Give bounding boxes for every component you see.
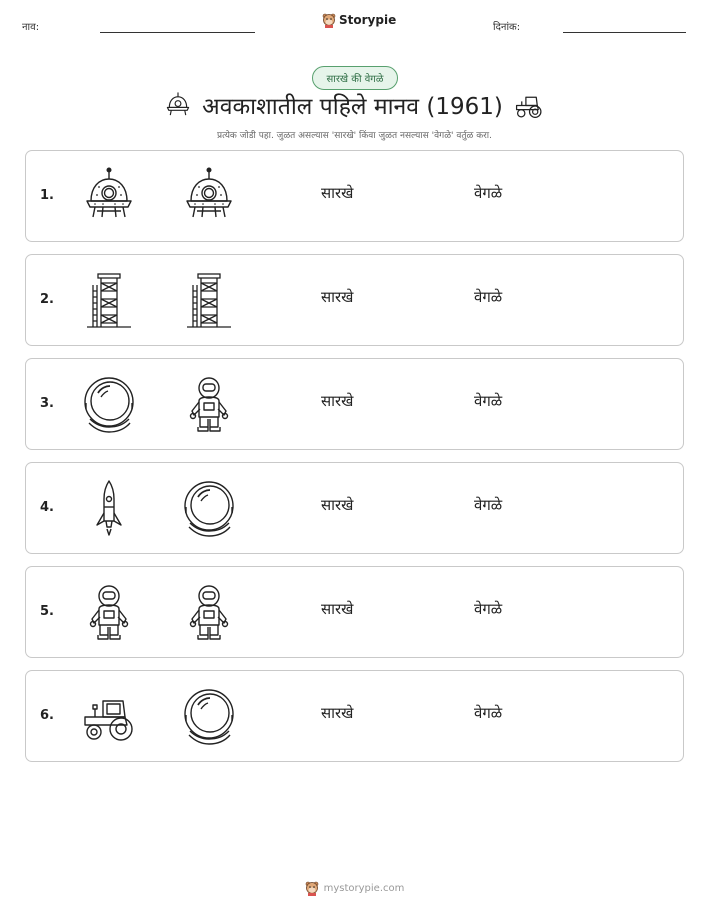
same-option[interactable]: सारखे xyxy=(321,704,354,722)
mascot-icon xyxy=(305,880,319,896)
left-picture xyxy=(81,375,137,433)
activity-badge: सारखे की वेगळे xyxy=(312,66,398,90)
title-tractor-icon xyxy=(513,90,545,120)
same-option[interactable]: सारखे xyxy=(321,496,354,514)
question-row-4 xyxy=(25,462,684,554)
same-option[interactable]: सारखे xyxy=(321,288,354,306)
capsule-icon xyxy=(81,167,137,225)
different-option[interactable]: वेगळे xyxy=(474,392,503,410)
right-picture xyxy=(181,375,237,433)
title-capsule-icon xyxy=(164,91,192,119)
name-blank[interactable] xyxy=(100,32,255,33)
left-picture xyxy=(81,479,137,537)
launch-tower-icon xyxy=(181,271,237,329)
question-number: 1. xyxy=(40,188,54,203)
brand-logo xyxy=(322,12,396,28)
different-option[interactable]: वेगळे xyxy=(474,184,503,202)
question-number: 6. xyxy=(40,708,54,723)
mascot-icon xyxy=(322,12,336,28)
same-option[interactable]: सारखे xyxy=(321,600,354,618)
launch-tower-icon xyxy=(81,271,137,329)
question-number: 2. xyxy=(40,292,54,307)
brand-name: Storypie xyxy=(339,13,397,27)
right-picture xyxy=(181,687,237,745)
rocket-icon xyxy=(81,479,137,537)
question-row-2 xyxy=(25,254,684,346)
different-option[interactable]: वेगळे xyxy=(474,600,503,618)
name-label: नाव: xyxy=(22,22,40,33)
left-picture xyxy=(81,687,137,745)
date-blank[interactable] xyxy=(563,32,686,33)
left-picture xyxy=(81,167,137,225)
instructions: प्रत्येक जोडी पहा. जुळत असल्यास 'सारखे' किंवा जुळत नसल्यास 'वेगळे' वर्तुळ करा. xyxy=(216,131,492,141)
question-row-3 xyxy=(25,358,684,450)
different-option[interactable]: वेगळे xyxy=(474,704,503,722)
footer-url[interactable]: mystorypie.com xyxy=(323,882,405,894)
astronaut-icon xyxy=(181,375,237,433)
helmet-icon xyxy=(81,375,137,433)
different-option[interactable]: वेगळे xyxy=(474,496,503,514)
same-option[interactable]: सारखे xyxy=(321,392,354,410)
different-option[interactable]: वेगळे xyxy=(474,288,503,306)
right-picture xyxy=(181,271,237,329)
same-option[interactable]: सारखे xyxy=(321,184,354,202)
right-picture xyxy=(181,479,237,537)
astronaut-icon xyxy=(81,583,137,641)
brand-mascot-icon xyxy=(322,12,336,28)
tractor-icon xyxy=(81,687,137,745)
question-number: 3. xyxy=(40,396,54,411)
question-row-1 xyxy=(25,150,684,242)
right-picture xyxy=(181,583,237,641)
left-picture xyxy=(81,583,137,641)
helmet-icon xyxy=(181,687,237,745)
capsule-icon xyxy=(181,167,237,225)
helmet-icon xyxy=(181,479,237,537)
question-row-5 xyxy=(25,566,684,658)
question-row-6 xyxy=(25,670,684,762)
question-number: 5. xyxy=(40,604,54,619)
footer-mascot-icon xyxy=(305,880,319,896)
astronaut-icon xyxy=(181,583,237,641)
title-row xyxy=(0,88,709,122)
right-picture xyxy=(181,167,237,225)
date-label: दिनांक: xyxy=(493,22,521,33)
page-title: अवकाशातील पहिले मानव (1961) xyxy=(202,94,503,120)
question-number: 4. xyxy=(40,500,54,515)
footer xyxy=(0,880,709,896)
left-picture xyxy=(81,271,137,329)
